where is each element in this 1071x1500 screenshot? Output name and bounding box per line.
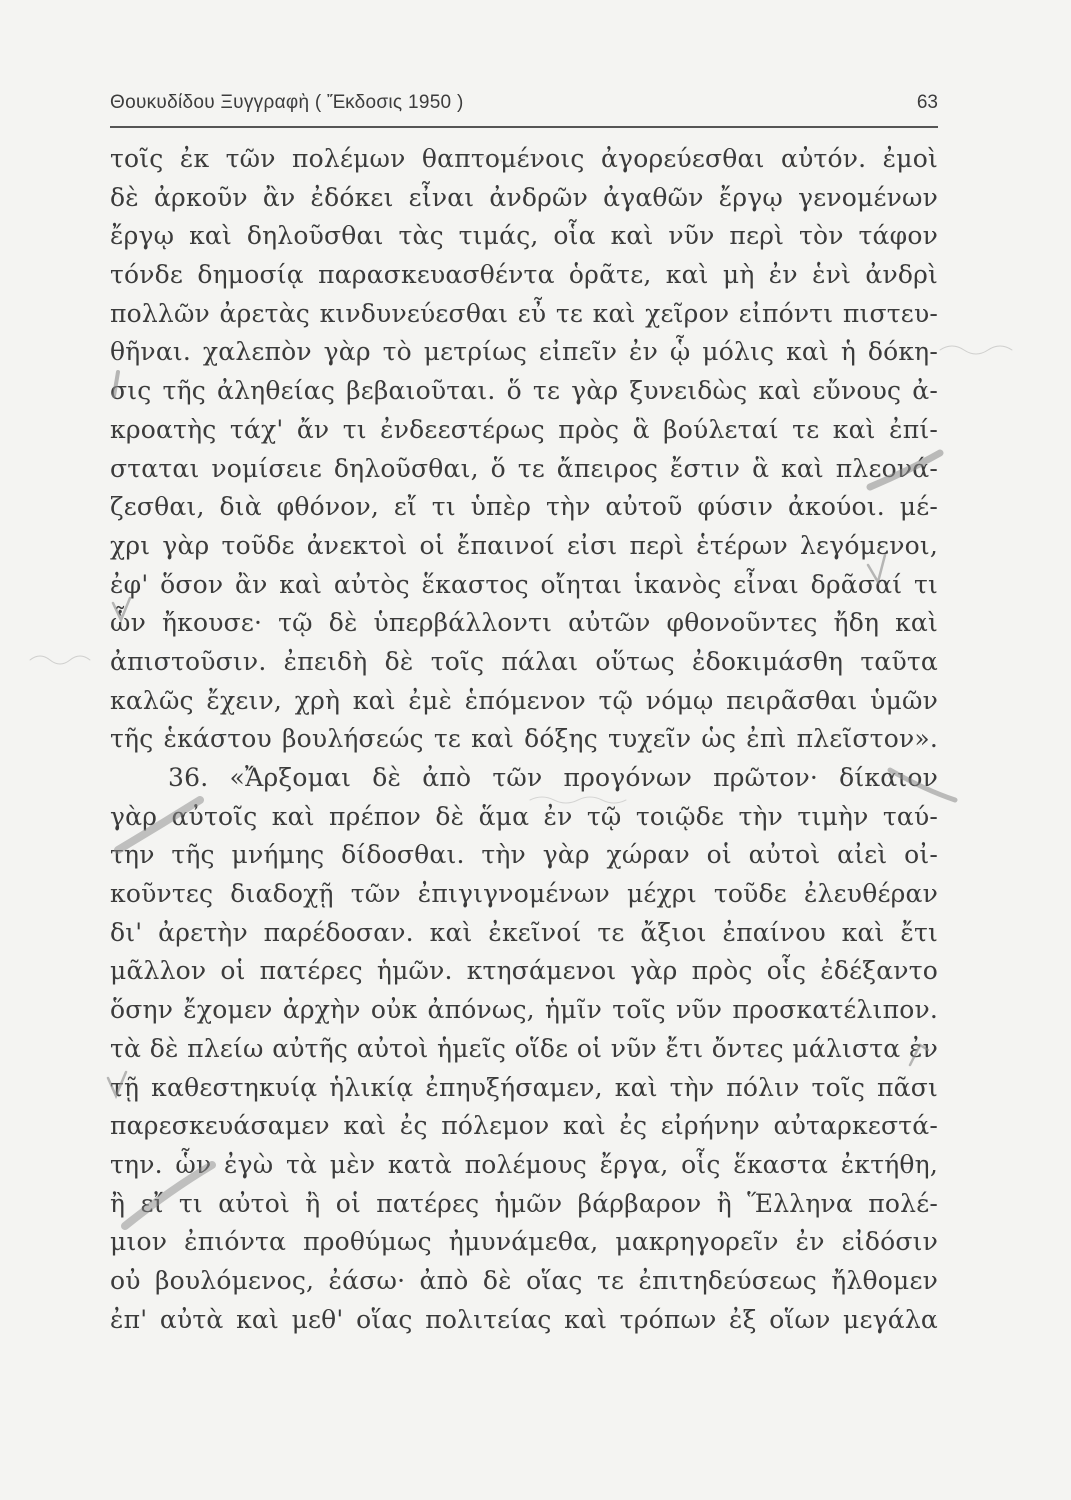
text-line: κροατὴς τάχ' ἄν τι ἐνδεεστέρως πρὸς ἃ βούλεταί τε καὶ ἐπί-	[110, 414, 938, 444]
text-line: 36. «Ἄρξομαι δὲ ἀπὸ τῶν προγόνων πρῶτον· δίκαιον	[168, 763, 938, 792]
text-line: μᾶλλον οἱ πατέρες ἡμῶν. κτησάμενοι γὰρ πρὸς οἷς ἐδέξαντο	[110, 956, 938, 986]
header-title: Θουκυδίδου Ξυγγραφὴ ( Ἔκδοσις 1950 )	[110, 92, 464, 113]
text-line: μιον ἐπιόντα προθύμως ἠμυνάμεθα, μακρηγορεῖν ἐν εἰδόσιν	[110, 1227, 938, 1257]
text-line: ζεσθαι, διὰ φθόνον, εἴ τι ὑπὲρ τὴν αὐτοῦ φύσιν ἀκούοι. μέ-	[110, 492, 938, 522]
text-line: ἐπ' αὐτὰ καὶ μεθ' οἵας πολιτείας καὶ τρόπων ἐξ οἵων μεγάλα	[110, 1304, 938, 1334]
text-line: κοῦντες διαδοχῇ τῶν ἐπιγιγνομένων μέχρι τοῦδε ἐλευθέραν	[110, 879, 938, 909]
text-line: καλῶς ἔχειν, χρὴ καὶ ἐμὲ ἑπόμενον τῷ νόμῳ πειρᾶσθαι ὑμῶν	[110, 685, 938, 715]
running-header	[110, 92, 938, 128]
text-line: τῆς ἑκάστου βουλήσεώς τε καὶ δόξης τυχεῖν ὡς ἐπὶ πλεῖστον».	[110, 724, 938, 754]
text-line: τὰ δὲ πλείω αὐτῆς αὐτοὶ ἡμεῖς οἵδε οἱ νῦν ἔτι ὄντες μάλιστα ἐν	[110, 1033, 938, 1063]
greek-text-body	[110, 140, 938, 1339]
pencil-scribble-mark	[30, 656, 90, 664]
text-line: ὧν ἤκουσε· τῷ δὲ ὑπερβάλλοντι αὐτῶν φθονοῦντες ἤδη καὶ	[110, 608, 938, 638]
text-line: παρεσκευάσαμεν καὶ ἐς πόλεμον καὶ ἐς εἰρήνην αὐταρκεστά-	[110, 1111, 938, 1141]
text-line: γὰρ αὐτοῖς καὶ πρέπον δὲ ἅμα ἐν τῷ τοιῷδε τὴν τιμὴν ταύ-	[110, 801, 938, 831]
text-line: σις τῆς ἀληθείας βεβαιοῦται. ὅ τε γὰρ ξυνειδὼς καὶ εὔνους ἀ-	[110, 376, 938, 406]
text-line: δὲ ἀρκοῦν ἂν ἐδόκει εἶναι ἀνδρῶν ἀγαθῶν ἔργῳ γενομένων	[110, 182, 938, 212]
text-line: τοῖς ἐκ τῶν πολέμων θαπτομένοις ἀγορεύεσθαι αὐτόν. ἐμοὶ	[110, 144, 938, 173]
page-number: 63	[916, 92, 938, 113]
text-line: την τῆς μνήμης δίδοσθαι. τὴν γὰρ χώραν οἱ αὐτοὶ αἰεὶ οἰ-	[110, 840, 938, 870]
text-line: ὅσην ἔχομεν ἀρχὴν οὐκ ἀπόνως, ἡμῖν τοῖς νῦν προσκατέλιπον.	[110, 995, 938, 1025]
text-line: πολλῶν ἀρετὰς κινδυνεύεσθαι εὖ τε καὶ χεῖρον εἰπόντι πιστευ-	[110, 298, 938, 328]
text-line: δι' ἀρετὴν παρέδοσαν. καὶ ἐκεῖνοί τε ἄξιοι ἐπαίνου καὶ ἔτι	[110, 917, 938, 947]
text-line: θῆναι. χαλεπὸν γὰρ τὸ μετρίως εἰπεῖν ἐν ᾧ μόλις καὶ ἡ δόκη-	[110, 337, 938, 367]
text-line: ἀπιστοῦσιν. ἐπειδὴ δὲ τοῖς πάλαι οὕτως ἐδοκιμάσθη ταῦτα	[110, 646, 938, 676]
text-line: ἢ εἴ τι αὐτοὶ ἢ οἱ πατέρες ἡμῶν βάρβαρον ἢ Ἕλληνα πολέ-	[110, 1188, 938, 1218]
text-line: ἔργῳ καὶ δηλοῦσθαι τὰς τιμάς, οἷα καὶ νῦν περὶ τὸν τάφον	[110, 221, 938, 251]
text-line: την. ὧν ἐγὼ τὰ μὲν κατὰ πολέμους ἔργα, οἷς ἕκαστα ἐκτήθη,	[110, 1149, 938, 1179]
text-line: οὐ βουλόμενος, ἐάσω· ἀπὸ δὲ οἵας τε ἐπιτηδεύσεως ἤλθομεν	[110, 1265, 938, 1295]
text-line: τῇ καθεστηκυίᾳ ἡλικίᾳ ἐπηυξήσαμεν, καὶ τὴν πόλιν τοῖς πᾶσι	[110, 1072, 938, 1102]
pencil-scribble-mark	[940, 346, 1012, 354]
text-line: χρι γὰρ τοῦδε ἀνεκτοὶ οἱ ἔπαινοί εἰσι περὶ ἑτέρων λεγόμενοι,	[110, 530, 938, 560]
text-line: τόνδε δημοσίᾳ παρασκευασθέντα ὁρᾶτε, καὶ μὴ ἐν ἑνὶ ἀνδρὶ	[110, 260, 938, 290]
text-line: ἐφ' ὅσον ἂν καὶ αὐτὸς ἕκαστος οἴηται ἱκανὸς εἶναι δρᾶσαί τι	[110, 569, 938, 599]
text-line: σταται νομίσειε δηλοῦσθαι, ὅ τε ἄπειρος ἔστιν ἃ καὶ πλεονά-	[110, 453, 938, 483]
